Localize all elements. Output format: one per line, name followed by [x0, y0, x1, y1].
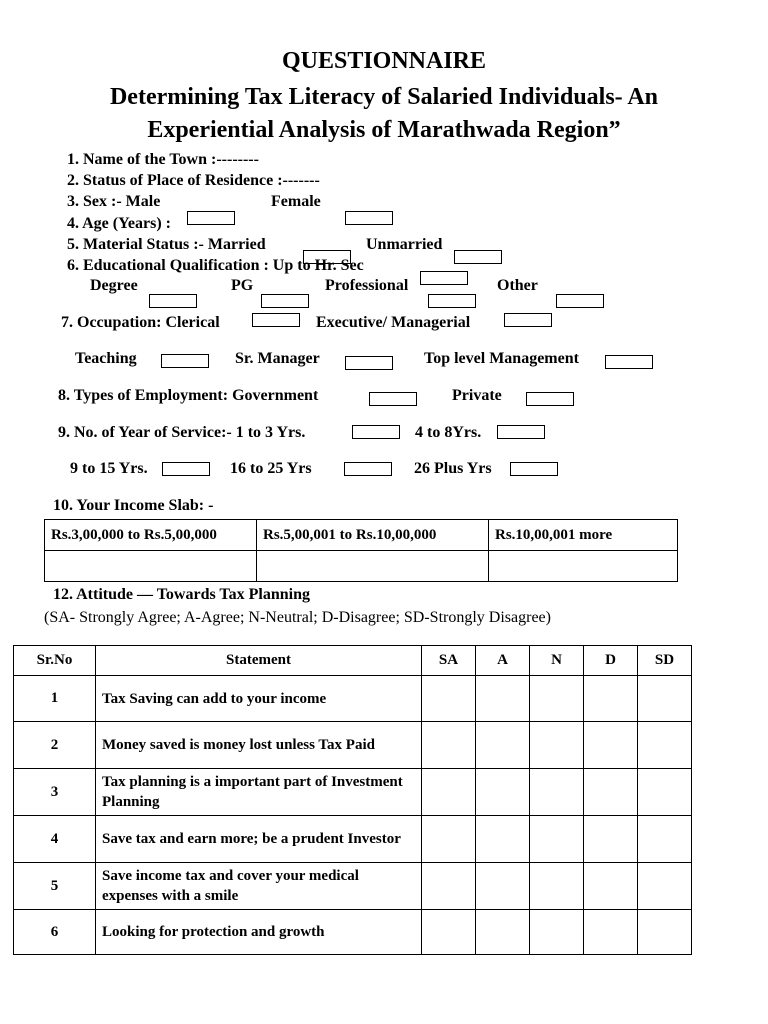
attitude-table — [13, 645, 692, 955]
occupation-toplevel-label: Top level Management — [424, 350, 579, 367]
row-srno: 2 — [14, 722, 96, 769]
attitude-legend: (SA- Strongly Agree; A-Agree; N-Neutral; D-Disagree; SD-Strongly Disagree) — [44, 609, 551, 626]
rating-cell-a[interactable] — [476, 816, 530, 863]
row-srno: 3 — [14, 769, 96, 816]
row-statement: Tax planning is a important part of Investment Planning — [96, 769, 422, 816]
service-4to8-checkbox[interactable] — [497, 425, 545, 439]
field-service-label: 9. No. of Year of Service:- 1 to 3 Yrs. — [58, 424, 306, 441]
rating-cell-n[interactable] — [530, 910, 584, 955]
rating-cell-n[interactable] — [530, 816, 584, 863]
rating-cell-n[interactable] — [530, 863, 584, 910]
header-sd: SD — [638, 646, 692, 676]
income-answer-cell[interactable] — [489, 551, 678, 582]
income-answer-row — [45, 551, 678, 582]
field-town-label: 1. Name of the Town :-------- — [67, 151, 259, 168]
employment-private-label: Private — [452, 387, 502, 404]
field-marital-label: 5. Material Status :- Married — [67, 236, 266, 253]
row-statement: Money saved is money lost unless Tax Paid — [96, 722, 422, 769]
field-occupation-label: 7. Occupation: Clerical — [61, 314, 220, 331]
education-professional-checkbox[interactable] — [428, 294, 476, 308]
rating-cell-sa[interactable] — [422, 816, 476, 863]
row-srno: 4 — [14, 816, 96, 863]
rating-cell-sd[interactable] — [638, 816, 692, 863]
occupation-teaching-label: Teaching — [75, 350, 137, 367]
income-slab-table — [44, 519, 678, 582]
header-d: D — [584, 646, 638, 676]
income-slab-1: Rs.3,00,000 to Rs.5,00,000 — [45, 520, 257, 551]
subtitle-line-1: Determining Tax Literacy of Salaried Individuals- An — [109, 84, 659, 110]
table-row — [14, 769, 692, 816]
field-sex-label: 3. Sex :- Male — [67, 193, 161, 210]
income-header-row — [45, 520, 678, 551]
rating-cell-d[interactable] — [584, 910, 638, 955]
service-1to3-checkbox[interactable] — [352, 425, 400, 439]
rating-cell-d[interactable] — [584, 816, 638, 863]
row-statement: Save tax and earn more; be a prudent Investor — [96, 816, 422, 863]
rating-cell-a[interactable] — [476, 676, 530, 722]
rating-cell-sd[interactable] — [638, 863, 692, 910]
header-a: A — [476, 646, 530, 676]
income-answer-cell[interactable] — [45, 551, 257, 582]
rating-cell-d[interactable] — [584, 722, 638, 769]
education-other-checkbox[interactable] — [556, 294, 604, 308]
field-education-label: 6. Educational Qualification : Up to Hr. Sec — [67, 257, 364, 274]
occupation-teaching-checkbox[interactable] — [161, 354, 209, 368]
education-pg-checkbox[interactable] — [261, 294, 309, 308]
header-sa: SA — [422, 646, 476, 676]
rating-cell-a[interactable] — [476, 863, 530, 910]
rating-cell-sa[interactable] — [422, 910, 476, 955]
row-statement: Tax Saving can add to your income — [96, 676, 422, 722]
rating-cell-sd[interactable] — [638, 769, 692, 816]
sex-female-checkbox[interactable] — [345, 211, 393, 225]
subtitle-line-2: Experiential Analysis of Marathwada Region” — [147, 117, 621, 143]
row-srno: 5 — [14, 863, 96, 910]
service-9to15-checkbox[interactable] — [162, 462, 210, 476]
education-other-label: Other — [497, 277, 538, 294]
service-16to25-checkbox[interactable] — [344, 462, 392, 476]
rating-cell-a[interactable] — [476, 910, 530, 955]
field-unmarried-label: Unmarried — [366, 236, 443, 253]
occupation-toplevel-checkbox[interactable] — [605, 355, 653, 369]
rating-cell-sa[interactable] — [422, 676, 476, 722]
rating-cell-sd[interactable] — [638, 910, 692, 955]
occupation-srmanager-checkbox[interactable] — [345, 356, 393, 370]
rating-cell-a[interactable] — [476, 722, 530, 769]
rating-cell-d[interactable] — [584, 676, 638, 722]
field-income-label: 10. Your Income Slab: - — [53, 497, 214, 514]
field-employment-label: 8. Types of Employment: Government — [58, 387, 319, 404]
education-degree-checkbox[interactable] — [149, 294, 197, 308]
rating-cell-sa[interactable] — [422, 769, 476, 816]
occupation-executive-checkbox[interactable] — [504, 313, 552, 327]
row-statement: Looking for protection and growth — [96, 910, 422, 955]
rating-cell-a[interactable] — [476, 769, 530, 816]
header-statement: Statement — [96, 646, 422, 676]
occupation-srmanager-label: Sr. Manager — [235, 350, 320, 367]
field-age-label: 4. Age (Years) : — [67, 215, 171, 232]
service-16to25-label: 16 to 25 Yrs — [230, 460, 312, 477]
rating-cell-sd[interactable] — [638, 722, 692, 769]
service-4to8-label: 4 to 8Yrs. — [415, 424, 482, 441]
employment-private-checkbox[interactable] — [526, 392, 574, 406]
attitude-heading: 12. Attitude — Towards Tax Planning — [53, 586, 310, 603]
service-26plus-checkbox[interactable] — [510, 462, 558, 476]
row-srno: 1 — [14, 676, 96, 722]
rating-cell-sa[interactable] — [422, 863, 476, 910]
rating-cell-sd[interactable] — [638, 676, 692, 722]
header-srno: Sr.No — [14, 646, 96, 676]
occupation-clerical-checkbox[interactable] — [252, 313, 300, 327]
education-pg-label: PG — [231, 277, 254, 294]
table-row — [14, 863, 692, 910]
field-sex-female-label: Female — [271, 193, 321, 210]
marital-unmarried-checkbox[interactable] — [454, 250, 502, 264]
field-residence-label: 2. Status of Place of Residence :------- — [67, 172, 320, 189]
service-9to15-label: 9 to 15 Yrs. — [70, 460, 148, 477]
row-statement: Save income tax and cover your medical expenses with a smile — [96, 863, 422, 910]
education-professional-label: Professional — [325, 277, 409, 294]
page-title: QUESTIONNAIRE — [281, 48, 487, 74]
rating-cell-n[interactable] — [530, 722, 584, 769]
income-slab-2: Rs.5,00,001 to Rs.10,00,000 — [257, 520, 489, 551]
employment-government-checkbox[interactable] — [369, 392, 417, 406]
education-degree-label: Degree — [90, 277, 138, 294]
table-row — [14, 910, 692, 955]
row-srno: 6 — [14, 910, 96, 955]
rating-cell-d[interactable] — [584, 769, 638, 816]
rating-cell-sa[interactable] — [422, 722, 476, 769]
occupation-executive-label: Executive/ Managerial — [316, 314, 471, 331]
table-row — [14, 676, 692, 722]
table-row — [14, 722, 692, 769]
table-row — [14, 816, 692, 863]
income-answer-cell[interactable] — [257, 551, 489, 582]
service-26plus-label: 26 Plus Yrs — [414, 460, 492, 477]
rating-cell-n[interactable] — [530, 769, 584, 816]
rating-cell-n[interactable] — [530, 676, 584, 722]
attitude-header-row — [14, 646, 692, 676]
sex-male-checkbox[interactable] — [187, 211, 235, 225]
marital-married-checkbox[interactable] — [303, 250, 351, 264]
income-slab-3: Rs.10,00,001 more — [489, 520, 678, 551]
education-hrsec-checkbox[interactable] — [420, 271, 468, 285]
rating-cell-d[interactable] — [584, 863, 638, 910]
header-n: N — [530, 646, 584, 676]
